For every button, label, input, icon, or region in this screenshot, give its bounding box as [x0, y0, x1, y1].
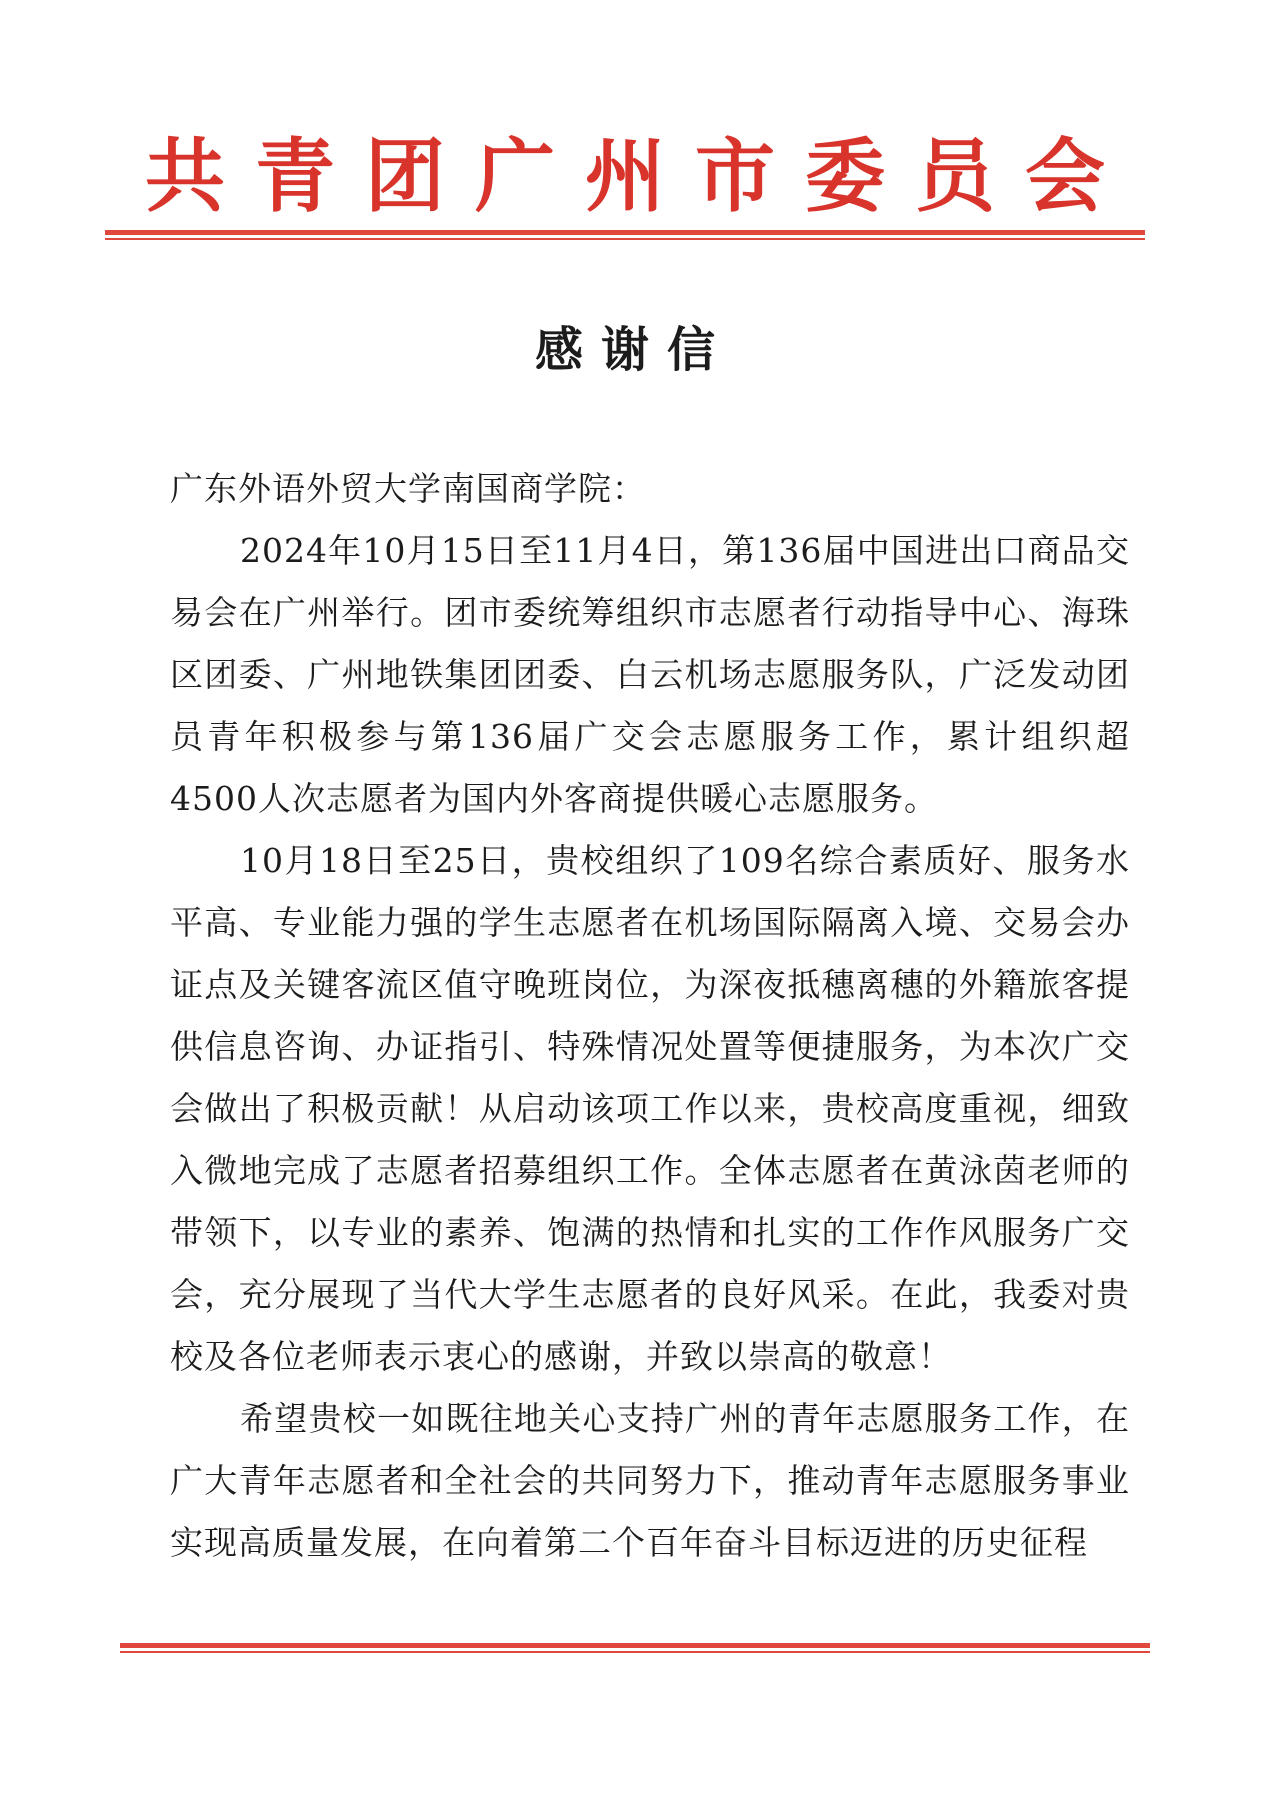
body-paragraph: 2024年10月15日至11月4日，第136届中国进出口商品交易会在广州举行。团市委统筹组织市志愿者行动指导中心、海珠区团委、广州地铁集团团委、白云机场志愿服务队，广泛发动团员青年积极参与第136届广交会志愿服务工作，累计组织超4500人次志愿者为国内外客商提供暖心志愿服务。 — [170, 531, 1130, 818]
letter-title: 感谢信 — [534, 322, 733, 378]
organization-name-char: 州 — [585, 129, 665, 223]
organization-name — [105, 128, 1145, 224]
divider-thick-line — [120, 1643, 1150, 1648]
letter-body — [170, 458, 1130, 1574]
organization-name-char: 市 — [695, 129, 775, 223]
organization-name-char: 团 — [365, 129, 445, 223]
letterhead — [105, 128, 1145, 238]
divider-thick-line — [105, 230, 1145, 235]
footer-divider — [120, 1643, 1150, 1655]
organization-name-char: 广 — [475, 129, 555, 223]
salutation: 广东外语外贸大学南国商学院： — [170, 469, 646, 508]
body-paragraph: 希望贵校一如既往地关心支持广州的青年志愿服务工作，在广大青年志愿者和全社会的共同努力下，推动青年志愿服务事业实现高质量发展，在向着第二个百年奋斗目标迈进的历史征程 — [170, 1399, 1130, 1562]
divider-thin-line — [120, 1651, 1150, 1653]
organization-name-char: 会 — [1025, 129, 1105, 223]
organization-name-char: 青 — [255, 129, 335, 223]
letterhead-divider — [105, 230, 1145, 242]
organization-name-char: 员 — [915, 129, 995, 223]
divider-thin-line — [105, 238, 1145, 240]
organization-name-char: 委 — [805, 129, 885, 223]
organization-name-char: 共 — [145, 129, 225, 223]
body-paragraph: 10月18日至25日，贵校组织了109名综合素质好、服务水平高、专业能力强的学生志愿者在机场国际隔离入境、交易会办证点及关键客流区值守晚班岗位，为深夜抵穗离穗的外籍旅客提供信息咨询、办证指引、特殊情况处置等便捷服务，为本次广交会做出了积极贡献！从启动该项工作以来，贵校高度重视，细致入微地完成了志愿者招募组织工作。全体志愿者在黄泳茵老师的带领下，以专业的素养、饱满的热情和扎实的工作作风服务广交会，充分展现了当代大学生志愿者的良好风采。在此，我委对贵校及各位老师表示衷心的感谢，并致以崇高的敬意！ — [170, 841, 1130, 1376]
